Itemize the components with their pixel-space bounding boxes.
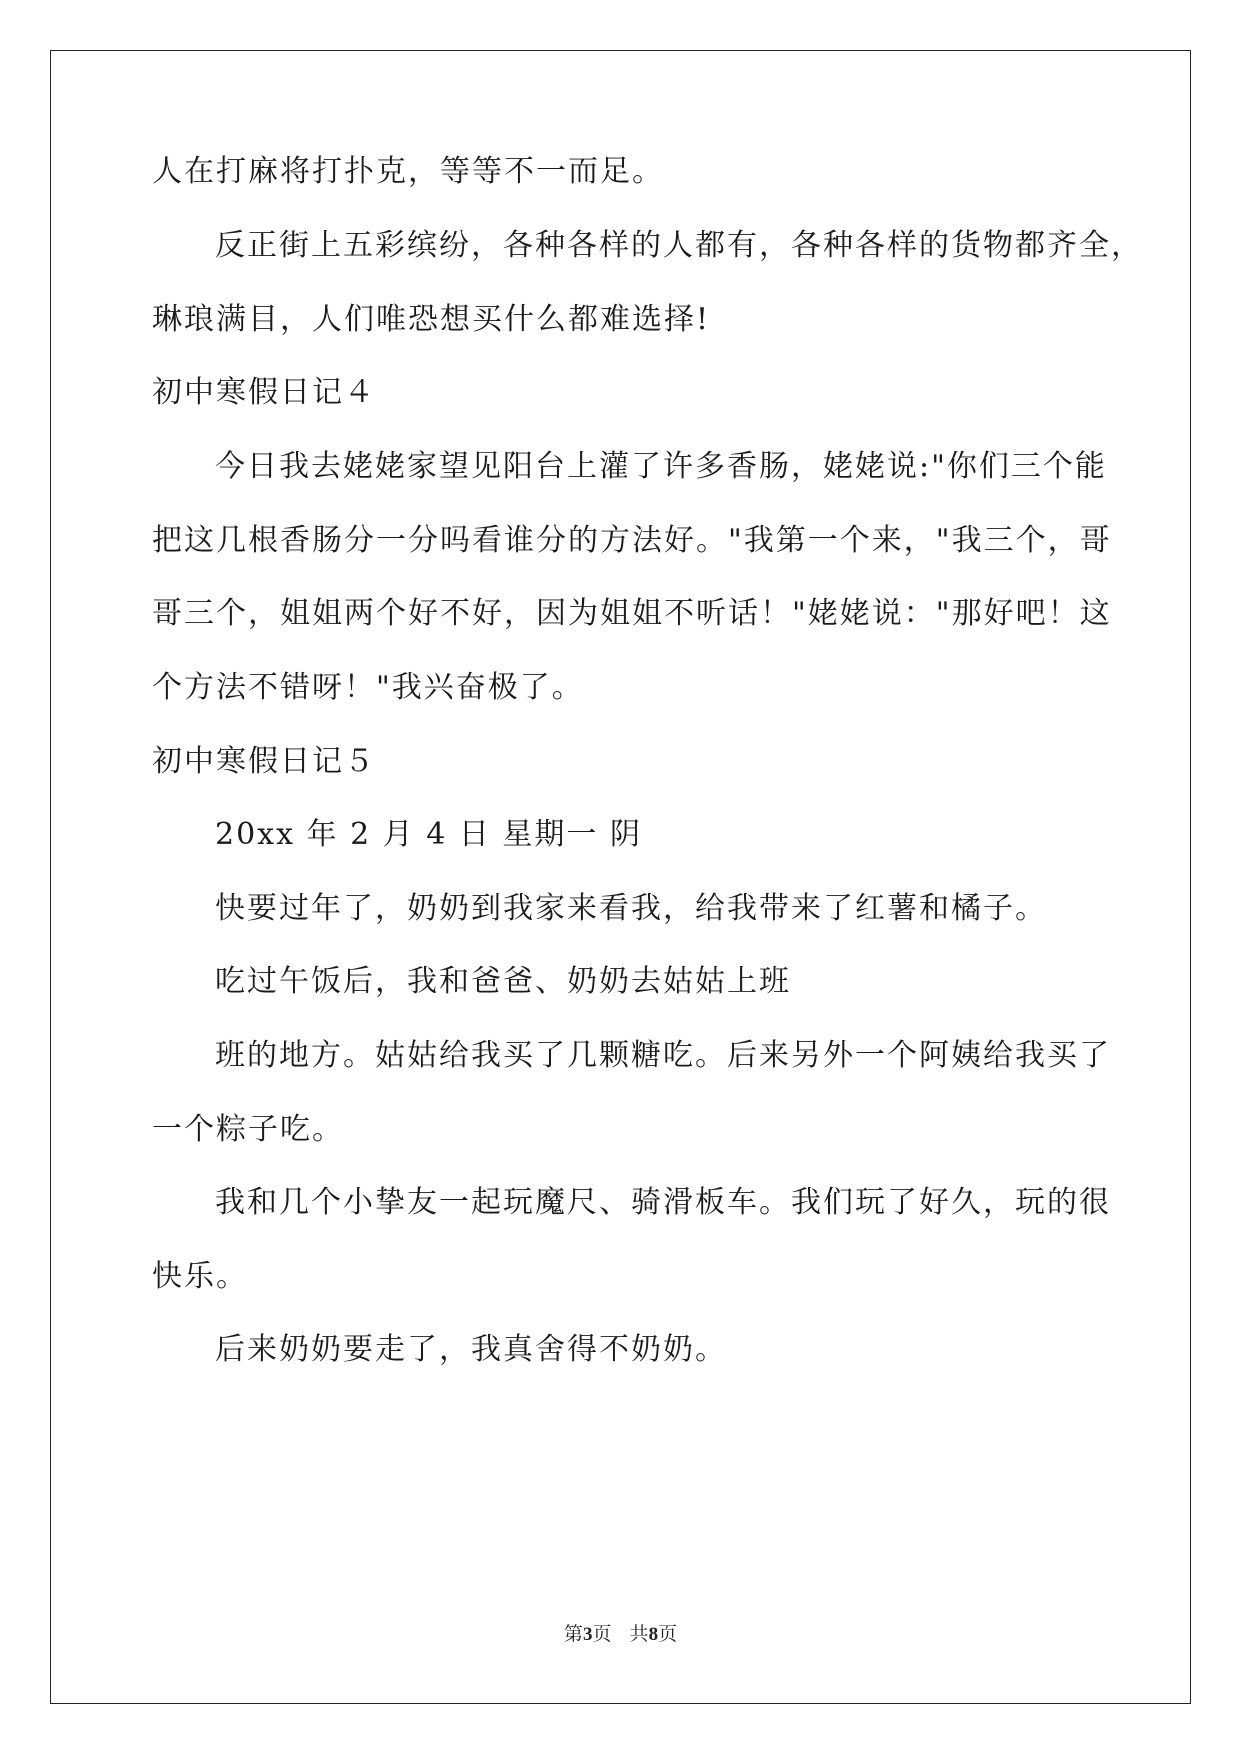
text-line: 把这几根香肠分一分吗看谁分的方法好。"我第一个来，"我三个，哥 bbox=[152, 523, 1112, 558]
footer-prefix: 第 bbox=[563, 1623, 583, 1645]
text-line: 一个粽子吃。 bbox=[152, 1112, 344, 1147]
page-frame bbox=[50, 50, 1191, 1704]
page-footer bbox=[0, 1622, 1241, 1647]
text-line: 人在打麻将打扑克，等等不一而足。 bbox=[152, 154, 664, 189]
footer-suffix: 页 bbox=[658, 1623, 678, 1645]
text-line: 今日我去姥姥家望见阳台上灌了许多香肠，姥姥说:"你们三个能 bbox=[215, 449, 1107, 484]
section-heading: 初中寒假日记５ bbox=[152, 744, 376, 779]
date-line: 20xx 年 2 月 4 日 星期一 阴 bbox=[215, 817, 642, 852]
text-line: 快乐。 bbox=[152, 1259, 248, 1294]
text-line: 琳琅满目，人们唯恐想买什么都难选择! bbox=[152, 302, 711, 337]
text-line: 班的地方。姑姑给我买了几颗糖吃。后来另外一个阿姨给我买了 bbox=[215, 1038, 1111, 1073]
footer-page-number: 3 bbox=[582, 1624, 593, 1645]
text-line: 哥三个，姐姐两个好不好，因为姐姐不听话！"姥姥说："那好吧！这 bbox=[152, 596, 1112, 631]
footer-total-pages: 8 bbox=[648, 1624, 659, 1645]
footer-mid: 页 共 bbox=[592, 1623, 649, 1645]
text-line: 我和几个小挚友一起玩魔尺、骑滑板车。我们玩了好久，玩的很 bbox=[215, 1185, 1111, 1220]
text-line: 后来奶奶要走了，我真舍得不奶奶。 bbox=[215, 1332, 727, 1367]
text-line: 吃过午饭后，我和爸爸、奶奶去姑姑上班 bbox=[215, 964, 791, 999]
text-line: 快要过年了，奶奶到我家来看我，给我带来了红薯和橘子。 bbox=[215, 891, 1047, 926]
text-line: 个方法不错呀！"我兴奋极了。 bbox=[152, 670, 584, 705]
text-line: 反正街上五彩缤纷，各种各样的人都有，各种各样的货物都齐全， bbox=[215, 228, 1143, 263]
section-heading: 初中寒假日记４ bbox=[152, 375, 376, 410]
